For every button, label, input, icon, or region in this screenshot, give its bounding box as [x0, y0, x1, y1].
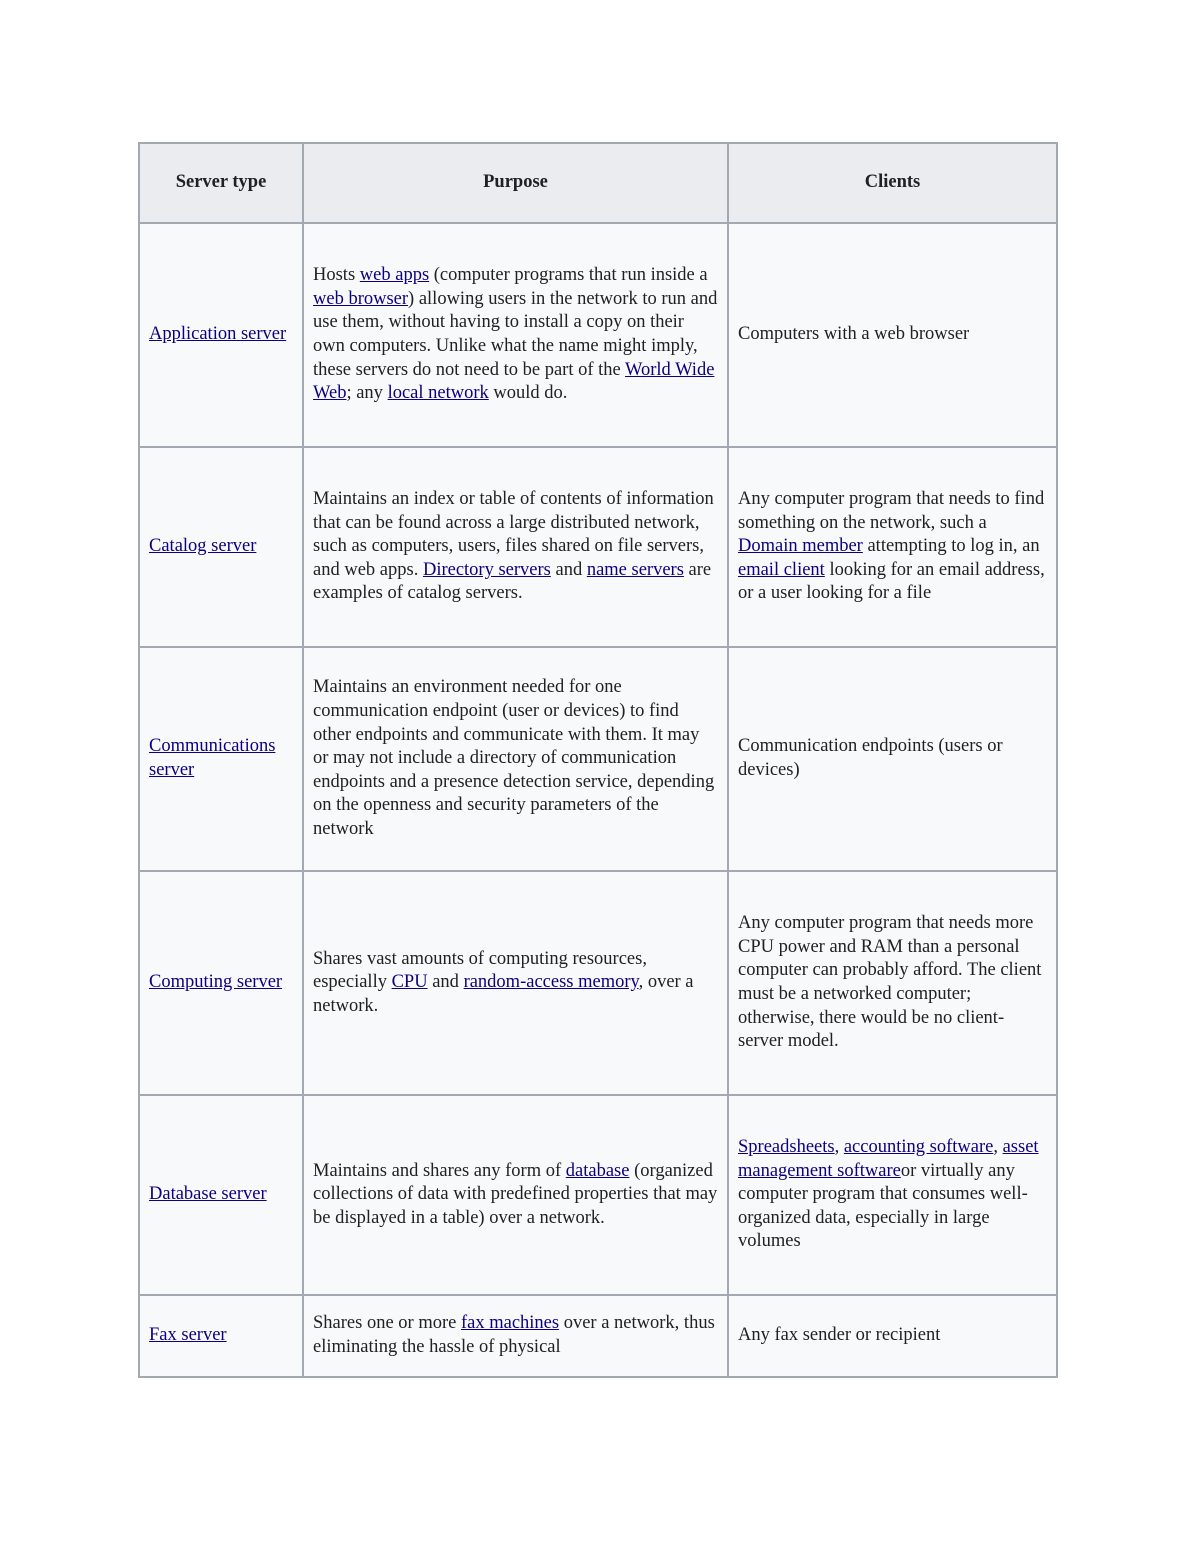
purpose-cell: Shares vast amounts of computing resources, especially CPU and random-access memory, over a network.	[303, 871, 728, 1095]
clients-cell: Computers with a web browser	[728, 223, 1057, 447]
inline-link[interactable]: web apps	[359, 265, 430, 286]
header-purpose: Purpose	[303, 143, 728, 223]
table-row	[139, 1095, 1057, 1295]
purpose-cell: Hosts web apps (computer programs that run inside a web browser) allowing users in the network to run and use them, without having to install a copy on their own computers. Unlike what the name might imply, these servers do not need to be part of the World Wide Web; any local network would do.	[303, 223, 728, 447]
header-server-type: Server type	[139, 143, 303, 223]
server-type-cell	[139, 1095, 303, 1295]
inline-link[interactable]: Spreadsheets	[738, 1137, 835, 1158]
header-row	[139, 143, 1057, 223]
server-type-link[interactable]: Computing server	[149, 972, 283, 993]
inline-link[interactable]: random-access memory	[463, 972, 639, 993]
inline-link[interactable]: World Wide Web	[313, 359, 715, 404]
inline-link[interactable]: database	[565, 1160, 630, 1181]
clients-cell: Communication endpoints (users or devices)	[728, 647, 1057, 871]
clients-cell: Any computer program that needs to find something on the network, such a Domain member attempting to log in, an email client looking for an email address, or a user looking for a file	[728, 447, 1057, 647]
server-type-link[interactable]: Database server	[149, 1184, 267, 1205]
table-row	[139, 647, 1057, 871]
inline-link[interactable]: asset management software	[738, 1137, 1039, 1181]
inline-link[interactable]: local network	[387, 383, 489, 404]
table-row	[139, 871, 1057, 1095]
server-type-cell	[139, 1295, 303, 1377]
server-type-cell	[139, 447, 303, 647]
clients-cell: Spreadsheets, accounting software, asset management softwareor virtually any computer program that consumes well-organized data, especially in large volumes	[728, 1095, 1057, 1295]
inline-link[interactable]: web browser	[313, 288, 409, 309]
purpose-cell: Maintains an index or table of contents of information that can be found across a large distributed network, such as computers, users, files shared on file servers, and web apps. Directory servers and name servers are examples of catalog servers.	[303, 447, 728, 647]
inline-link[interactable]: email client	[738, 559, 825, 580]
server-type-link[interactable]: Communications server	[149, 736, 276, 780]
header-clients: Clients	[728, 143, 1057, 223]
table-row	[139, 1295, 1057, 1377]
purpose-text: Shares one or more fax machines over a network, thus eliminating the hassle of physical	[313, 1313, 715, 1357]
purpose-cell	[303, 1295, 728, 1377]
inline-link[interactable]: accounting software	[843, 1137, 994, 1158]
inline-link[interactable]: fax machines	[460, 1313, 560, 1334]
clients-cell: Any computer program that needs more CPU power and RAM than a personal computer can probably afford. The client must be a networked computer; otherwise, there would be no client-server model.	[728, 871, 1057, 1095]
server-type-link[interactable]: Application server	[149, 324, 287, 345]
inline-link[interactable]: CPU	[391, 972, 428, 993]
server-types-table	[138, 142, 1058, 1378]
purpose-cell: Maintains and shares any form of database (organized collections of data with predefined properties that may be displayed in a table) over a network.	[303, 1095, 728, 1295]
server-type-cell	[139, 223, 303, 447]
server-type-link[interactable]: Fax server	[149, 1325, 227, 1346]
inline-link[interactable]: Domain member	[738, 536, 863, 557]
clients-cell: Any fax sender or recipient	[728, 1295, 1057, 1377]
table-row	[139, 447, 1057, 647]
server-type-cell	[139, 871, 303, 1095]
purpose-cell: Maintains an environment needed for one communication endpoint (user or devices) to find other endpoints and communicate with them. It may or may not include a directory of communication endpoints and a presence detection service, depending on the openness and security parameters of the network	[303, 647, 728, 871]
server-type-cell	[139, 647, 303, 871]
server-type-link[interactable]: Catalog server	[149, 536, 257, 557]
inline-link[interactable]: Directory servers	[422, 559, 551, 580]
inline-link[interactable]: name servers	[586, 559, 684, 580]
table-row	[139, 223, 1057, 447]
